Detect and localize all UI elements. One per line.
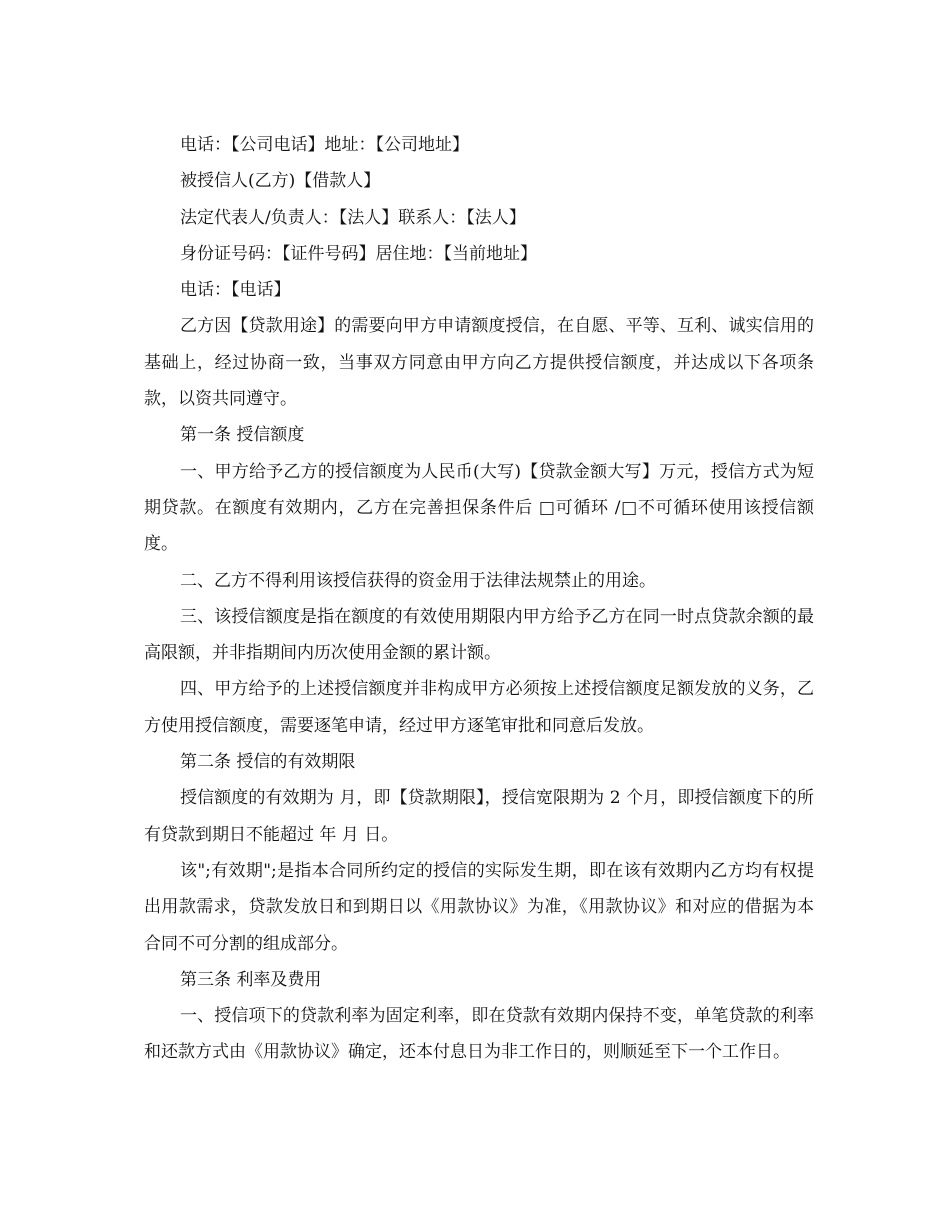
borrower-phone-line: 电话：【电话】: [180, 280, 291, 301]
article-3-heading: 第三条 利率及费用: [180, 969, 322, 990]
document-body: [144, 127, 814, 1071]
preamble-paragraph: 乙方因【贷款用途】的需要向甲方申请额度授信，在自愿、平等、互利、诚实信用的基础上，经过协商一致，当事双方同意由甲方向乙方提供授信额度，并达成以下各项条款，以资共同遵守。: [144, 316, 814, 410]
article-1-clause-1: 一、甲方给予乙方的授信额度为人民币(大写)【贷款金额大写】万元，授信方式为短期贷款。在额度有效期内，乙方在完善担保条件后 □可循环 /□不可循环使用该授信额度。: [144, 461, 814, 555]
borrower-line: 被授信人(乙方)【借款人】: [180, 171, 381, 192]
id-number-residence-line: 身份证号码：【证件号码】居住地：【当前地址】: [180, 243, 537, 264]
article-1-clause-4: 四、甲方给予的上述授信额度并非构成甲方必须按上述授信额度足额发放的义务，乙方使用授信额度，需要逐笔申请，经过甲方逐笔审批和同意后发放。: [144, 679, 814, 736]
article-1-clause-3: 三、该授信额度是指在额度的有效使用期限内甲方给予乙方在同一时点贷款余额的最高限额，并非指期间内历次使用金额的累计额。: [144, 606, 814, 664]
article-3-clause-1: 一、授信项下的贷款利率为固定利率，即在贷款有效期内保持不变，单笔贷款的利率和还款方式由《用款协议》确定，还本付息日为非工作日的，则顺延至下一个工作日。: [144, 1006, 814, 1063]
article-1-clause-2: 二、乙方不得利用该授信获得的资金用于法律法规禁止的用途。: [180, 570, 656, 591]
article-2-clause-2: 该";有效期";是指本合同所约定的授信的实际发生期，即在该有效期内乙方均有权提出用款需求，贷款发放日和到期日以《用款协议》为准，《用款协议》和对应的借据为本合同不可分割的组成部分。: [144, 860, 814, 954]
legal-representative-line: 法定代表人/负责人：【法人】联系人：【法人】: [180, 207, 526, 228]
article-1-heading: 第一条 授信额度: [180, 425, 305, 446]
company-phone-address-line: 电话：【公司电话】地址：【公司地址】: [180, 135, 469, 155]
article-2-heading: 第二条 授信的有效期限: [180, 752, 356, 773]
article-2-clause-1: 授信额度的有效期为 月，即【贷款期限】，授信宽限期为 2 个月，即授信额度下的所有贷款到期日不能超过 年 月 日。: [144, 788, 814, 845]
